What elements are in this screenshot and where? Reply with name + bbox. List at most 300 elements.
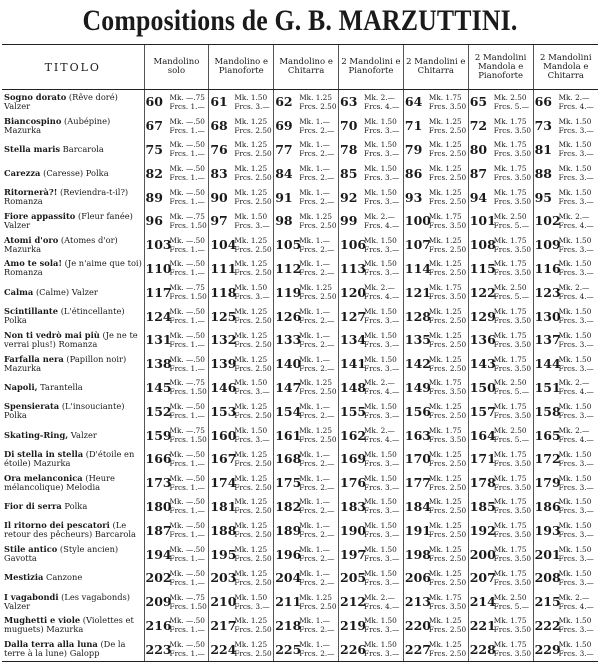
price-cell [339, 328, 404, 352]
price-franc: Frcs. 3.50 [428, 601, 467, 611]
catalog-number: 150 [469, 379, 496, 395]
price-pair [364, 593, 403, 611]
price-cell [468, 495, 533, 519]
price-mark: Mk. 1.25 [299, 92, 332, 102]
catalog-number: 167 [210, 451, 237, 467]
price-franc: Frcs. 3.50 [493, 577, 531, 587]
catalog-number: 209 [145, 594, 172, 610]
catalog-number: 204 [275, 570, 302, 586]
price-franc: Frcs. 3.50 [428, 220, 467, 230]
table-row [2, 590, 598, 614]
price-franc: Frcs. 2.50 [234, 125, 272, 135]
price-franc: Frcs. 1.— [169, 625, 205, 635]
price-mark: Mk. —.50 [169, 616, 205, 626]
price-mark: Mk. 2.— [558, 426, 590, 436]
price-mark: Mk. —.50 [169, 330, 205, 340]
price-cell [468, 280, 533, 304]
price-mark: Mk. 1.25 [234, 354, 268, 364]
price-cell [274, 637, 339, 661]
price-franc: Frcs. 2.50 [428, 577, 467, 587]
catalog-number: 107 [404, 237, 431, 253]
catalog-number: 130 [534, 308, 561, 324]
price-franc: Frcs. 3.— [364, 577, 400, 587]
price-mark: Mk. 1.25 [234, 188, 268, 198]
price-franc: Frcs. 3.50 [493, 197, 531, 207]
composition-title: Mughetti e viole [4, 615, 81, 626]
price-pair [299, 259, 338, 277]
price-pair [170, 426, 209, 444]
catalog-number: 222 [534, 617, 561, 633]
price-franc: Frcs. 2.50 [299, 220, 337, 230]
price-pair [364, 259, 403, 277]
price-pair [494, 497, 533, 515]
header-mandolino-solo: Mandolino solo [144, 45, 209, 90]
composition-form: Melodia [66, 481, 101, 492]
price-mark: Mk. —.50 [169, 354, 205, 364]
price-pair [170, 616, 209, 634]
price-cell [274, 542, 339, 566]
price-cell [144, 138, 209, 162]
price-mark: Mk. 1.75 [493, 616, 527, 626]
composition-subtitle: Barcarola [62, 143, 104, 154]
composition-subtitle: (D'étoile en étoile) [4, 448, 135, 468]
price-franc: Frcs. 3.— [234, 101, 270, 111]
catalog-number: 165 [534, 427, 561, 443]
header-2-mandolini-mandola-pianoforte: 2 Mandolini Mandola e Pianoforte [468, 45, 533, 90]
price-cell [468, 90, 533, 114]
price-mark: Mk. —.50 [169, 235, 205, 245]
price-mark: Mk. 1.75 [493, 521, 527, 531]
price-cell [468, 447, 533, 471]
composition-subtitle: (Caresse) Polka [43, 167, 109, 178]
price-cell [533, 352, 598, 376]
price-cell [533, 257, 598, 281]
price-mark: Mk. —.75 [169, 378, 205, 388]
price-franc: Frcs. 1.— [169, 197, 205, 207]
catalog-number: 123 [534, 284, 561, 300]
price-pair [494, 545, 533, 563]
composition-title: Sogno dorato [4, 91, 67, 102]
catalog-number: 225 [275, 641, 302, 657]
price-mark: Mk. 1.25 [299, 426, 332, 436]
price-pair [364, 640, 403, 658]
price-mark: Mk. —.75 [169, 283, 205, 293]
catalog-number: 141 [340, 356, 367, 372]
price-franc: Frcs. 3.— [364, 554, 400, 564]
price-franc: Frcs. 4.— [364, 387, 400, 397]
price-franc: Frcs. 2.50 [299, 292, 337, 302]
table-row [2, 447, 598, 471]
price-mark: Mk. 1.— [299, 497, 330, 507]
composition-subtitle: Polka [64, 500, 88, 511]
price-pair [170, 355, 209, 373]
price-franc: Frcs. 2.50 [234, 363, 272, 373]
catalog-number: 105 [275, 237, 302, 253]
price-pair [429, 140, 468, 158]
price-cell [274, 518, 339, 542]
price-mark: Mk. 1.25 [428, 259, 462, 269]
composition-title-cell [2, 423, 144, 447]
price-cell [274, 447, 339, 471]
price-mark: Mk. 1.75 [428, 283, 462, 293]
price-pair [429, 474, 468, 492]
price-franc: Frcs. 3.— [558, 554, 594, 564]
catalog-number: 211 [275, 594, 302, 610]
catalog-number: 164 [469, 427, 496, 443]
price-pair [559, 355, 598, 373]
price-pair [429, 378, 468, 396]
header-2-mandolini-chitarra: 2 Mandolini e Chitarra [403, 45, 468, 90]
price-mark: Mk. 1.50 [558, 140, 592, 150]
catalog-number: 168 [275, 451, 302, 467]
catalog-number: 86 [404, 165, 423, 181]
price-mark: Mk. 1.25 [234, 307, 268, 317]
price-franc: Frcs. 3.— [364, 411, 400, 421]
price-pair [170, 497, 209, 515]
catalog-number: 227 [404, 641, 431, 657]
composition-form: Barcarola [94, 529, 137, 540]
price-franc: Frcs. 3.— [558, 411, 594, 421]
price-franc: Frcs. 2.— [299, 530, 335, 540]
composition-subtitle: (Calme) Valzer [35, 286, 98, 297]
price-mark: Mk. 1.50 [558, 521, 592, 531]
price-pair [429, 117, 468, 135]
price-pair [299, 402, 338, 420]
price-mark: Mk. 1.50 [364, 188, 397, 198]
price-mark: Mk. —.50 [169, 140, 205, 150]
price-mark: Mk. —.50 [169, 402, 205, 412]
price-mark: Mk. 1.25 [428, 164, 462, 174]
catalog-number: 127 [340, 308, 367, 324]
table-row [2, 352, 598, 376]
catalog-number: 171 [469, 451, 496, 467]
catalog-number: 69 [275, 118, 293, 134]
price-cell [209, 376, 274, 400]
price-pair [234, 93, 273, 111]
composition-subtitle: (Je ne te verrai plus!) [4, 329, 138, 349]
catalog-number: 219 [340, 617, 367, 633]
price-franc: Frcs. 3.— [558, 244, 594, 254]
price-mark: Mk. 1.25 [234, 330, 268, 340]
table-row [2, 233, 598, 257]
catalog-number: 110 [145, 260, 172, 276]
price-cell [468, 614, 533, 638]
composition-subtitle: (Fleur fanée) [77, 210, 133, 221]
catalog-number: 226 [340, 641, 367, 657]
price-cell [209, 566, 274, 590]
price-mark: Mk. 1.50 [558, 402, 592, 412]
price-cell [339, 399, 404, 423]
composition-form: Valzer [4, 100, 31, 111]
price-pair [234, 450, 273, 468]
price-mark: Mk. 1.75 [493, 497, 527, 507]
composition-title-cell [2, 138, 144, 162]
price-pair [170, 474, 209, 492]
price-pair [364, 521, 403, 539]
composition-title: Carezza [4, 167, 41, 178]
price-mark: Mk. 2.— [558, 92, 590, 102]
price-cell [274, 280, 339, 304]
composition-title-cell [2, 352, 144, 376]
price-mark: Mk. 1.75 [428, 211, 462, 221]
composition-price-table [2, 44, 598, 662]
price-mark: Mk. 1.25 [234, 402, 268, 412]
price-franc: Frcs. 1.— [169, 173, 205, 183]
price-franc: Frcs. 3.— [558, 197, 594, 207]
price-pair [559, 640, 598, 658]
price-franc: Frcs. 3.50 [493, 482, 531, 492]
catalog-number: 196 [275, 546, 302, 562]
catalog-number: 202 [145, 570, 172, 586]
composition-subtitle: Valzer [70, 429, 97, 440]
price-pair [364, 117, 403, 135]
catalog-number: 113 [340, 260, 367, 276]
price-cell [468, 352, 533, 376]
price-franc: Frcs. 2.50 [234, 411, 272, 421]
price-pair [494, 212, 533, 230]
price-cell [533, 161, 598, 185]
price-cell [403, 328, 468, 352]
price-cell [209, 209, 274, 233]
price-cell [468, 399, 533, 423]
price-cell [209, 304, 274, 328]
price-franc: Frcs. 3.50 [493, 244, 531, 254]
price-cell [274, 614, 339, 638]
price-cell [468, 185, 533, 209]
price-cell [209, 447, 274, 471]
price-franc: Frcs. 2.50 [428, 197, 467, 207]
price-pair [170, 93, 209, 111]
table-row [2, 471, 598, 495]
catalog-number: 144 [534, 356, 561, 372]
composition-title-cell [2, 280, 144, 304]
catalog-number: 213 [404, 594, 431, 610]
price-cell [339, 518, 404, 542]
price-mark: Mk. 1.50 [364, 259, 397, 269]
catalog-number: 139 [210, 356, 237, 372]
price-mark: Mk. 1.25 [428, 354, 462, 364]
price-mark: Mk. 1.75 [428, 592, 462, 602]
price-cell [339, 90, 404, 114]
price-pair [429, 331, 468, 349]
catalog-number: 215 [534, 594, 561, 610]
price-mark: Mk. 1.25 [428, 449, 462, 459]
price-mark: Mk. 2.— [364, 92, 395, 102]
price-cell [274, 590, 339, 614]
price-franc: Frcs. 5.— [493, 435, 529, 445]
price-cell [533, 138, 598, 162]
price-cell [403, 447, 468, 471]
price-cell [144, 161, 209, 185]
price-mark: Mk. 1.50 [558, 259, 592, 269]
catalog-number: 181 [210, 498, 237, 514]
price-pair [170, 188, 209, 206]
price-pair [494, 521, 533, 539]
price-mark: Mk. 2.— [364, 283, 395, 293]
catalog-number: 216 [145, 617, 172, 633]
catalog-number: 223 [145, 641, 172, 657]
catalog-number: 221 [469, 617, 496, 633]
composition-title: Ora melanconica [4, 472, 83, 483]
price-cell [144, 328, 209, 352]
catalog-number: 214 [469, 594, 496, 610]
catalog-number: 87 [469, 165, 488, 181]
price-pair [429, 640, 468, 658]
price-mark: Mk. 1.25 [234, 616, 268, 626]
price-cell [274, 185, 339, 209]
catalog-number: 195 [210, 546, 237, 562]
price-mark: Mk. 1.50 [364, 473, 397, 483]
price-franc: Frcs. 1.— [169, 149, 205, 159]
catalog-number: 112 [275, 260, 302, 276]
price-cell [339, 471, 404, 495]
catalog-number: 117 [145, 284, 172, 300]
catalog-number: 189 [275, 522, 302, 538]
price-cell [339, 161, 404, 185]
price-pair [429, 164, 468, 182]
catalog-number: 137 [534, 332, 561, 348]
catalog-number: 136 [469, 332, 496, 348]
composition-form: Galopp [69, 648, 100, 659]
catalog-number: 203 [210, 570, 237, 586]
price-cell [468, 114, 533, 138]
price-mark: Mk. 2.50 [493, 426, 527, 436]
price-franc: Frcs. 3.— [364, 173, 400, 183]
table-row [2, 90, 598, 114]
catalog-number: 161 [275, 427, 302, 443]
price-mark: Mk. 1.75 [493, 402, 527, 412]
price-pair [170, 378, 209, 396]
price-pair [234, 259, 273, 277]
catalog-number: 183 [340, 498, 367, 514]
price-pair [494, 640, 533, 658]
price-pair [559, 259, 598, 277]
price-franc: Frcs. 2.50 [234, 554, 272, 564]
price-pair [364, 497, 403, 515]
catalog-number: 159 [145, 427, 172, 443]
price-franc: Frcs. 3.50 [493, 149, 531, 159]
price-franc: Frcs. 1.— [169, 339, 205, 349]
price-mark: Mk. 1.— [299, 402, 330, 412]
price-cell [209, 233, 274, 257]
composition-form: Romanza [58, 338, 98, 349]
price-franc: Frcs. 3.— [234, 435, 270, 445]
table-row [2, 209, 598, 233]
price-mark: Mk. 2.— [364, 426, 395, 436]
price-mark: Mk. 1.75 [428, 378, 462, 388]
composition-title-cell [2, 304, 144, 328]
price-cell [144, 471, 209, 495]
table-row [2, 114, 598, 138]
composition-subtitle: (Le retour des pêcheurs) [4, 520, 127, 540]
price-pair [364, 450, 403, 468]
price-pair [170, 164, 209, 182]
price-pair [299, 355, 338, 373]
price-pair [364, 378, 403, 396]
composition-form: Mazurka [4, 362, 42, 373]
price-mark: Mk. —.75 [169, 426, 205, 436]
price-cell [209, 90, 274, 114]
price-cell [339, 495, 404, 519]
price-mark: Mk. —.50 [169, 116, 205, 126]
composition-form: Mazurka [4, 124, 42, 135]
price-cell [339, 185, 404, 209]
price-cell [209, 423, 274, 447]
catalog-number: 178 [469, 475, 496, 491]
price-pair [234, 569, 273, 587]
price-cell [403, 637, 468, 661]
price-pair [559, 117, 598, 135]
catalog-number: 72 [469, 118, 488, 134]
price-pair [299, 593, 338, 611]
catalog-number: 97 [210, 213, 228, 229]
price-pair [299, 331, 338, 349]
composition-form: Valzer [4, 600, 31, 611]
price-franc: Frcs. 4.— [364, 220, 400, 230]
price-franc: Frcs. 2.50 [234, 482, 272, 492]
catalog-number: 101 [469, 213, 496, 229]
price-cell [468, 257, 533, 281]
price-mark: Mk. 1.50 [364, 497, 397, 507]
price-pair [364, 616, 403, 634]
price-pair [494, 331, 533, 349]
price-mark: Mk. 1.50 [558, 307, 592, 317]
price-cell [533, 637, 598, 661]
price-pair [299, 117, 338, 135]
catalog-number: 169 [340, 451, 367, 467]
catalog-number: 70 [340, 118, 358, 134]
price-pair [170, 640, 209, 658]
price-cell [468, 542, 533, 566]
catalog-number: 173 [145, 475, 172, 491]
price-pair [234, 497, 273, 515]
table-row [2, 423, 598, 447]
composition-title-cell [2, 328, 144, 352]
price-cell [209, 114, 274, 138]
header-mandolino-chitarra: Mandolino e Chitarra [274, 45, 339, 90]
price-franc: Frcs. 2.50 [428, 149, 467, 159]
price-franc: Frcs. 2.50 [428, 363, 467, 373]
composition-title: Atomi d'oro [4, 234, 59, 245]
price-franc: Frcs. 3.— [558, 482, 594, 492]
price-pair [299, 212, 338, 230]
catalog-number: 224 [210, 641, 237, 657]
price-pair [170, 545, 209, 563]
price-franc: Frcs. 2.— [299, 268, 335, 278]
price-pair [559, 593, 598, 611]
price-cell [274, 90, 339, 114]
catalog-number: 93 [404, 189, 423, 205]
price-franc: Frcs. 1.50 [169, 220, 207, 230]
header-2-mandolini-mandola-chitarra: 2 Mandolini Mandola e Chitarra [533, 45, 598, 90]
catalog-number: 84 [275, 165, 293, 181]
price-pair [494, 93, 533, 111]
catalog-number: 212 [340, 594, 367, 610]
price-franc: Frcs. 2.50 [299, 101, 337, 111]
price-franc: Frcs. 2.— [299, 506, 335, 516]
price-pair [299, 93, 338, 111]
table-row [2, 495, 598, 519]
price-pair [429, 188, 468, 206]
price-cell [274, 304, 339, 328]
price-pair [494, 378, 533, 396]
price-mark: Mk. 1.75 [493, 473, 527, 483]
price-cell [468, 328, 533, 352]
catalog-number: 68 [210, 118, 228, 134]
catalog-number: 79 [404, 141, 423, 157]
price-pair [494, 307, 533, 325]
price-mark: Mk. 1.75 [493, 116, 527, 126]
